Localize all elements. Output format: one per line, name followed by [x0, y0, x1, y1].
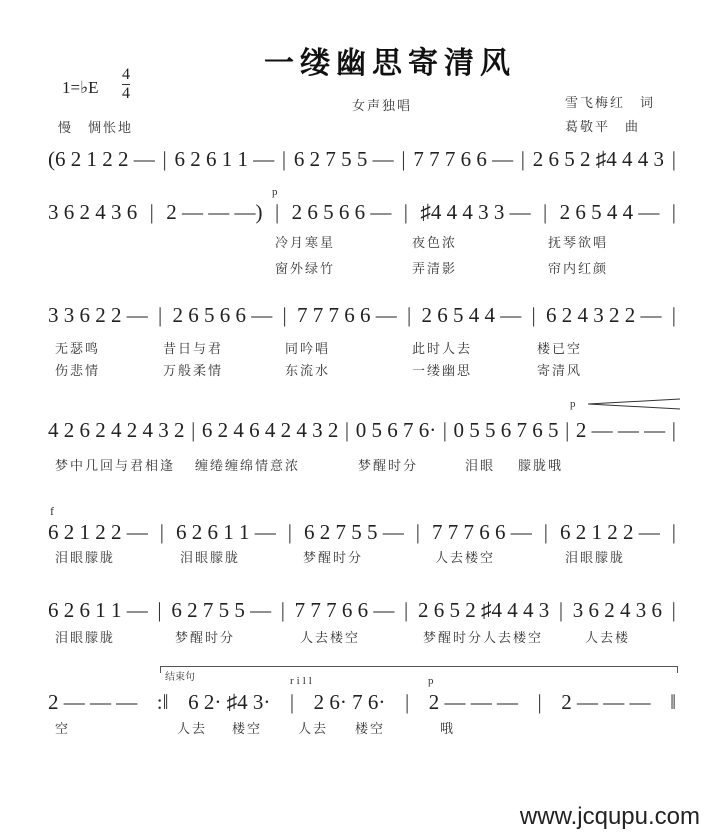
measure: 2 — — — [561, 690, 651, 714]
lyric-phrase: 泪眼朦胧 [55, 551, 116, 566]
lyric-phrase: 楼空 [355, 722, 386, 737]
dynamic-p: p [570, 398, 576, 410]
measure: 6 2 6 1 1 — [174, 147, 275, 171]
barline: :‖ [156, 690, 169, 714]
measure: 3 3 6 2 2 — [48, 303, 148, 327]
lyric-phrase: 泪眼朦胧 [180, 551, 241, 566]
time-bottom: 4 [122, 85, 130, 102]
barline: | [415, 520, 420, 544]
barline: | [543, 200, 548, 224]
lyric-phrase: 泪眼朦胧 [55, 631, 116, 646]
score-row [48, 303, 676, 327]
lyric-phrase: 夜色浓 [412, 236, 458, 251]
score-row [48, 200, 676, 224]
measure: 2 6 5 6 6 — [172, 303, 273, 327]
lyric-phrase: 梦醒时分人去楼空 [423, 631, 544, 646]
measure: 7 7 7 6 6 — [297, 303, 397, 327]
barline: | [403, 200, 408, 224]
measure: 6 2 7 5 5 — [171, 598, 272, 622]
lyric-phrase: 人去楼空 [300, 631, 361, 646]
barline: | [158, 303, 163, 327]
lyric-phrase: 此时人去 [412, 342, 473, 357]
lyric-phrase: 寄清风 [537, 364, 583, 379]
barline: | [537, 690, 542, 714]
ending-label: 结束句 [165, 672, 195, 683]
barline: | [159, 520, 164, 544]
measure: 6 2 6 1 1 — [176, 520, 276, 544]
watermark: www.jcqupu.com [519, 803, 700, 830]
barline: | [344, 418, 350, 442]
measure: 2 — — — [428, 690, 518, 714]
barline: | [282, 303, 287, 327]
key-signature: 1=♭E [62, 78, 99, 97]
measure: 6 2· ♯4 3· [188, 690, 271, 714]
lyric-phrase: 万般柔情 [163, 364, 224, 379]
dynamic-p: p [428, 675, 434, 687]
lyric-phrase: 梦醒时分 [175, 631, 236, 646]
barline: | [407, 303, 412, 327]
measure: 6 2 7 5 5 — [293, 147, 394, 171]
barline: | [162, 147, 167, 171]
measure: 6 2 4 6 4 2 4 3 2 [201, 418, 339, 442]
lyric-phrase: 空 [55, 722, 71, 737]
measure: 2 — — —) [166, 200, 263, 224]
score-row [48, 418, 676, 442]
lyric-phrase: 抚琴欲唱 [548, 236, 609, 251]
dynamic-f: f [50, 504, 54, 518]
barline: | [543, 520, 548, 544]
lyric-phrase: 冷月寒星 [275, 236, 336, 251]
measure: 3 6 2 4 3 6 [48, 200, 138, 224]
lyric-phrase: 无瑟鸣 [55, 342, 101, 357]
score-row [48, 520, 676, 544]
barline: | [442, 418, 447, 442]
measure: 3 6 2 4 3 6 [572, 598, 662, 622]
lyric-phrase: 楼空 [232, 722, 263, 737]
barline: | [671, 147, 676, 171]
barline: | [671, 418, 676, 442]
lyric-phrase: 人去楼 [585, 631, 631, 646]
lyric-phrase: 梦中几回与君相逢 [55, 459, 176, 474]
measure: 7 7 7 6 6 — [413, 147, 514, 171]
measure: 0 5 5 6 7 6 5 [453, 418, 559, 442]
performance-type: 女声独唱 [352, 99, 413, 114]
measure: 7 7 7 6 6 — [294, 598, 395, 622]
ending-bracket [160, 666, 678, 673]
measure: 2 — — — [48, 690, 138, 714]
lyric-phrase: 梦醒时分 [358, 459, 419, 474]
lyric-phrase: 人去 [298, 722, 329, 737]
lyric-phrase: 缠绻缠绵情意浓 [195, 459, 301, 474]
barline: | [671, 598, 676, 622]
barline: | [671, 303, 676, 327]
barline: | [520, 147, 526, 171]
measure: 6 2 1 2 2 — [560, 520, 660, 544]
measure: 6 2 4 3 2 2 — [546, 303, 662, 327]
tempo-marking: 慢 惆怅地 [58, 121, 134, 136]
barline: ‖ [670, 690, 676, 714]
barline: | [671, 520, 676, 544]
barline: | [149, 200, 154, 224]
lyric-phrase: 朦胧哦 [518, 459, 564, 474]
lyric-phrase: 窗外绿竹 [275, 262, 336, 277]
measure: 2 — — — [575, 418, 666, 442]
barline: | [531, 303, 536, 327]
time-signature [122, 66, 130, 103]
lyric-phrase: 泪眼朦胧 [565, 551, 626, 566]
song-title: 一缕幽思寄清风 [264, 46, 516, 81]
barline: | [274, 200, 280, 224]
diminuendo-hairpin [580, 398, 680, 412]
rill-marking: rill [290, 675, 315, 687]
lyric-phrase: 昔日与君 [163, 342, 224, 357]
barline: | [191, 418, 196, 442]
lyric-phrase: 伤悲情 [55, 364, 101, 379]
composer: 葛敬平 曲 [565, 120, 641, 135]
lyric-phrase: 楼已空 [537, 342, 583, 357]
measure: 2 6 5 2 ♯4 4 4 3 [532, 147, 664, 171]
measure: 2 6 5 6 6 — [291, 200, 392, 224]
score-row [48, 598, 676, 622]
measure: 4 2 6 2 4 2 4 3 2 [48, 418, 185, 442]
lyric-phrase: 人去楼空 [435, 551, 496, 566]
score-row [48, 147, 676, 171]
lyric-phrase: 一缕幽思 [412, 364, 473, 379]
measure: 6 2 1 2 2 — [48, 520, 148, 544]
measure: 7 7 7 6 6 — [432, 520, 532, 544]
score-row [48, 690, 676, 714]
measure: ♯4 4 4 3 3 — [420, 200, 531, 224]
barline: | [280, 598, 285, 622]
measure: 0 5 6 7 6· [355, 418, 437, 442]
measure: (6 2 1 2 2 — [48, 147, 155, 171]
measure: 2 6 5 2 ♯4 4 4 3 [417, 598, 550, 622]
lyric-phrase: 同吟唱 [285, 342, 331, 357]
barline: | [289, 690, 295, 714]
lyricist: 雪飞梅红 词 [565, 96, 656, 111]
barline: | [401, 147, 406, 171]
measure: 6 2 7 5 5 — [304, 520, 404, 544]
measure: 2 6· 7 6· [313, 690, 386, 714]
measure: 2 6 5 4 4 — [559, 200, 660, 224]
barline: | [558, 598, 564, 622]
barline: | [565, 418, 570, 442]
lyric-phrase: 泪眼 [465, 459, 496, 474]
barline: | [404, 690, 410, 714]
time-top: 4 [122, 66, 130, 83]
barline: | [671, 200, 676, 224]
barline: | [404, 598, 409, 622]
lyric-phrase: 帘内红颜 [548, 262, 609, 277]
measure: 2 6 5 4 4 — [421, 303, 522, 327]
lyric-phrase: 东流水 [285, 364, 331, 379]
lyric-phrase: 人去 [177, 722, 208, 737]
barline: | [281, 147, 287, 171]
barline: | [287, 520, 292, 544]
barline: | [157, 598, 162, 622]
measure: 6 2 6 1 1 — [48, 598, 148, 622]
dynamic-p: p [272, 186, 278, 198]
lyric-phrase: 梦醒时分 [303, 551, 364, 566]
lyric-phrase: 弄清影 [412, 262, 458, 277]
lyric-phrase: 哦 [440, 722, 456, 737]
